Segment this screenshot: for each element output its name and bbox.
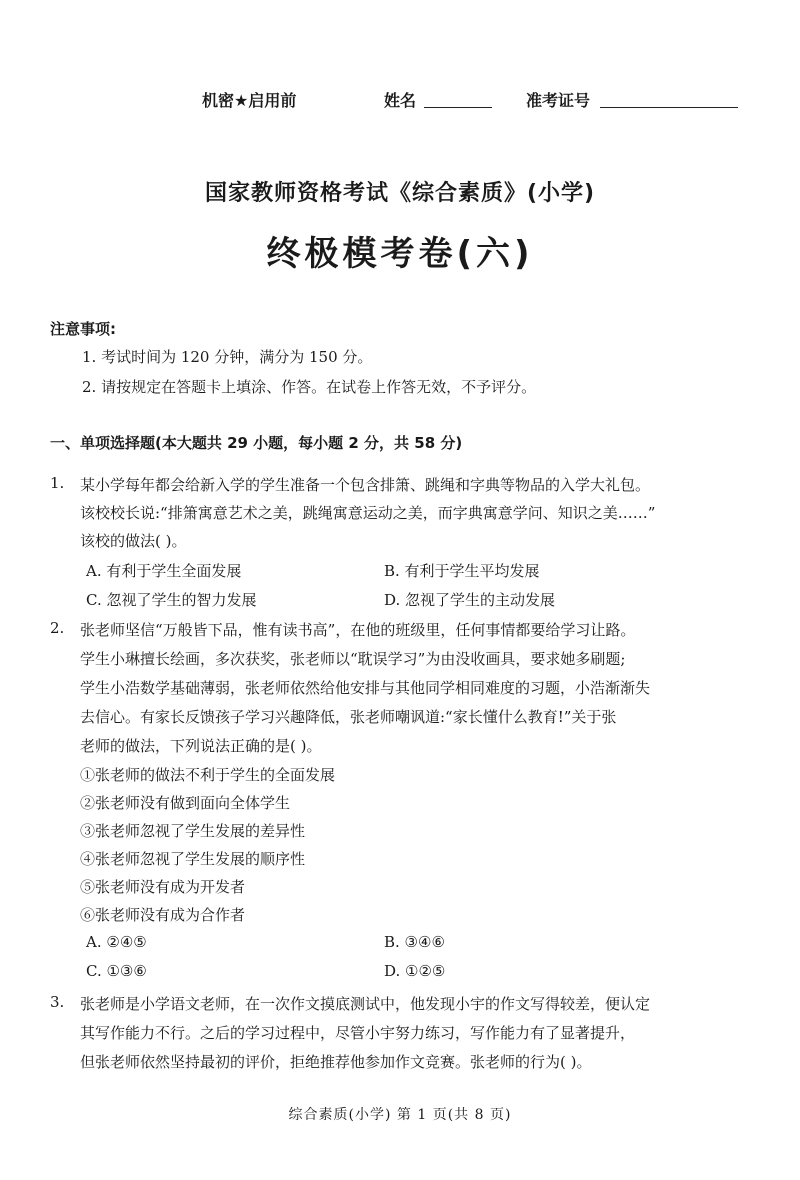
exam-header <box>0 88 800 112</box>
option-d: D. ①②⑤ <box>384 962 446 980</box>
question-text: 该校校长说:“排箫寓意艺术之美，跳绳寓意运动之美，而字典寓意学问、知识之美……” <box>80 504 656 522</box>
question-number: 1. <box>50 474 65 492</box>
option-c: C. 忽视了学生的智力发展 <box>86 591 257 609</box>
option-b: B. 有利于学生平均发展 <box>384 562 540 580</box>
option-b: B. ③④⑥ <box>384 933 445 951</box>
statement-item: ④张老师忽视了学生发展的顺序性 <box>80 850 306 868</box>
statement-item: ⑥张老师没有成为合作者 <box>80 906 246 924</box>
question-number: 3. <box>50 993 65 1011</box>
statement-item: ⑤张老师没有成为开发者 <box>80 878 246 896</box>
option-c: C. ①③⑥ <box>86 962 147 980</box>
statement-item: ③张老师忽视了学生发展的差异性 <box>80 822 306 840</box>
page-footer: 综合素质(小学) 第 1 页(共 8 页) <box>288 1107 512 1123</box>
question-text: 其写作能力不行。之后的学习过程中，尽管小宇努力练习，写作能力有了显著提升， <box>80 1024 636 1042</box>
name-label: 姓名 <box>384 91 417 110</box>
question-text: 去信心。有家长反馈孩子学习兴趣降低，张老师嘲讽道:“家长懂什么教育!”关于张 <box>80 708 617 726</box>
question-text: 该校的做法( )。 <box>80 532 187 550</box>
exam-subtitle: 终极模考卷(六) <box>266 234 534 274</box>
question-text: 学生小琳擅长绘画，多次获奖，张老师以“耽误学习”为由没收画具，要求她多刷题; <box>80 650 626 668</box>
option-a: A. 有利于学生全面发展 <box>86 562 242 580</box>
exam-id-label: 准考证号 <box>526 91 591 110</box>
notice-item: 1. 考试时间为 120 分钟，满分为 150 分。 <box>82 348 373 366</box>
question-text: 张老师坚信“万般皆下品，惟有读书高”，在他的班级里，任何事情都要给学习让路。 <box>80 621 636 639</box>
exam-title: 国家教师资格考试《综合素质》(小学) <box>204 181 596 206</box>
question-text: 某小学每年都会给新入学的学生准备一个包含排箫、跳绳和字典等物品的入学大礼包。 <box>80 476 651 494</box>
question-number: 2. <box>50 619 65 637</box>
section-title: 一、单项选择题(本大题共 29 小题，每小题 2 分，共 58 分) <box>50 434 463 452</box>
question-text: 但张老师依然坚持最初的评价，拒绝推荐他参加作文竞赛。张老师的行为( )。 <box>80 1053 592 1071</box>
name-blank-line <box>424 107 492 108</box>
notice-item: 2. 请按规定在答题卡上填涂、作答。在试卷上作答无效，不予评分。 <box>82 378 537 396</box>
option-d: D. 忽视了学生的主动发展 <box>384 591 556 609</box>
statement-item: ②张老师没有做到面向全体学生 <box>80 794 291 812</box>
question-text: 张老师是小学语文老师，在一次作文摸底测试中，他发现小宇的作文写得较差，便认定 <box>80 995 651 1013</box>
question-text: 学生小浩数学基础薄弱，张老师依然给他安排与其他同学相同难度的习题，小浩渐渐失 <box>80 679 651 697</box>
statement-item: ①张老师的做法不利于学生的全面发展 <box>80 766 336 784</box>
option-a: A. ②④⑤ <box>86 933 147 951</box>
notice-title: 注意事项: <box>50 320 116 338</box>
exam-id-blank-line <box>600 107 738 108</box>
confidential-label: 机密★启用前 <box>202 91 297 110</box>
question-text: 老师的做法，下列说法正确的是( )。 <box>80 737 322 755</box>
